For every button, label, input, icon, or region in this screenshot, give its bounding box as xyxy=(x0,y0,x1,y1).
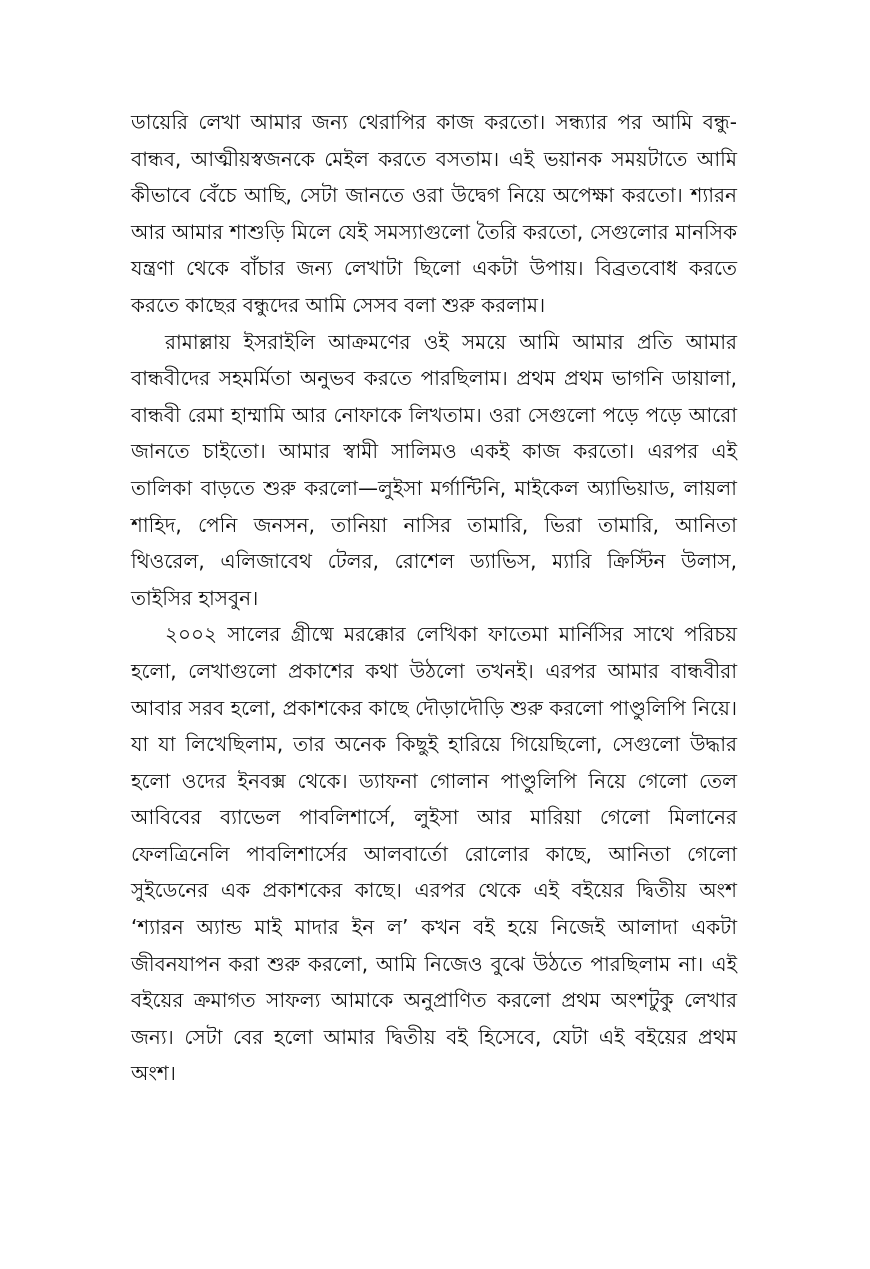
paragraph-3: ২০০২ সালের গ্রীষ্মে মরক্কোর লেখিকা ফাতেমা মার্নিসির সাথে পরিচয় হলো, লেখাগুলো প্রকাশের কথা উঠলো তখনই। এরপর আমার বান্ধবীরা আবার সরব হলো, প্রকাশকের কাছে দৌড়াদৌড়ি শুরু করলো পাণ্ডুলিপি নিয়ে। যা যা লিখেছিলাম, তার অনেক কিছুই হারিয়ে গিয়েছিলো, সেগুলো উদ্ধার হলো ওদের ইনবক্স থেকে। ড্যাফনা গোলান পাণ্ডুলিপি নিয়ে গেলো তেল আবিবের ব্যাভেল পাবলিশার্সে, লুইসা আর মারিয়া গেলো মিলানের ফেলত্রিনেলি পাবলিশার্সের আলবার্তো রোলোর কাছে, আনিতা গেলো সুইডেনের এক প্রকাশকের কাছে। এরপর থেকে এই বইয়ের দ্বিতীয় অংশ ‘শ্যারন অ্যান্ড মাই মাদার ইন ল’ কখন বই হয়ে নিজেই আলাদা একটা জীবনযাপন করা শুরু করলো, আমি নিজেও বুঝে উঠতে পারছিলাম না। এই বইয়ের ক্রমাগত সাফল্য আমাকে অনুপ্রাণিত করলো প্রথম অংশটুকু লেখার জন্য। সেটা বের হলো আমার দ্বিতীয় বই হিসেবে, যেটা এই বইয়ের প্রথম অংশ। xyxy=(131,622,737,1086)
paragraph-1: ডায়েরি লেখা আমার জন্য থেরাপির কাজ করতো। সন্ধ্যার পর আমি বন্ধু-বান্ধব, আত্মীয়স্বজনকে মেইল করতে বসতাম। এই ভয়ানক সময়টাতে আমি কীভাবে বেঁচে আছি, সেটা জানতে ওরা উদ্বেগ নিয়ে অপেক্ষা করতো। শ্যারন আর আমার শাশুড়ি মিলে যেই সমস্যাগুলো তৈরি করতো, সেগুলোর মানসিক যন্ত্রণা থেকে বাঁচার জন্য লেখাটা ছিলো একটা উপায়। বিব্রতবোধ করতে করতে কাছের বন্ধুদের আমি সেসব বলা শুরু করলাম। xyxy=(131,110,737,317)
body-text xyxy=(131,104,737,1092)
paragraph-2: রামাল্লায় ইসরাইলি আক্রমণের ওই সময়ে আমি আমার প্রতি আমার বান্ধবীদের সহমর্মিতা অনুভব করতে পারছিলাম। প্রথম প্রথম ভাগনি ডায়ালা, বান্ধবী রেমা হাম্মামি আর নোফাকে লিখতাম। ওরা সেগুলো পড়ে পড়ে আরো জানতে চাইতো। আমার স্বামী সালিমও একই কাজ করতো। এরপর এই তালিকা বাড়তে শুরু করলো—লুইসা মর্গান্টিনি, মাইকেল অ্যাভিয়াড, লায়লা শাহিদ, পেনি জনসন, তানিয়া নাসির তামারি, ভিরা তামারি, আনিতা থিওরেল, এলিজাবেথ টেলর, রোশেল ড্যাভিস, ম্যারি ক্রিস্টিন উলাস, তাইসির হাসবুন। xyxy=(131,329,737,610)
